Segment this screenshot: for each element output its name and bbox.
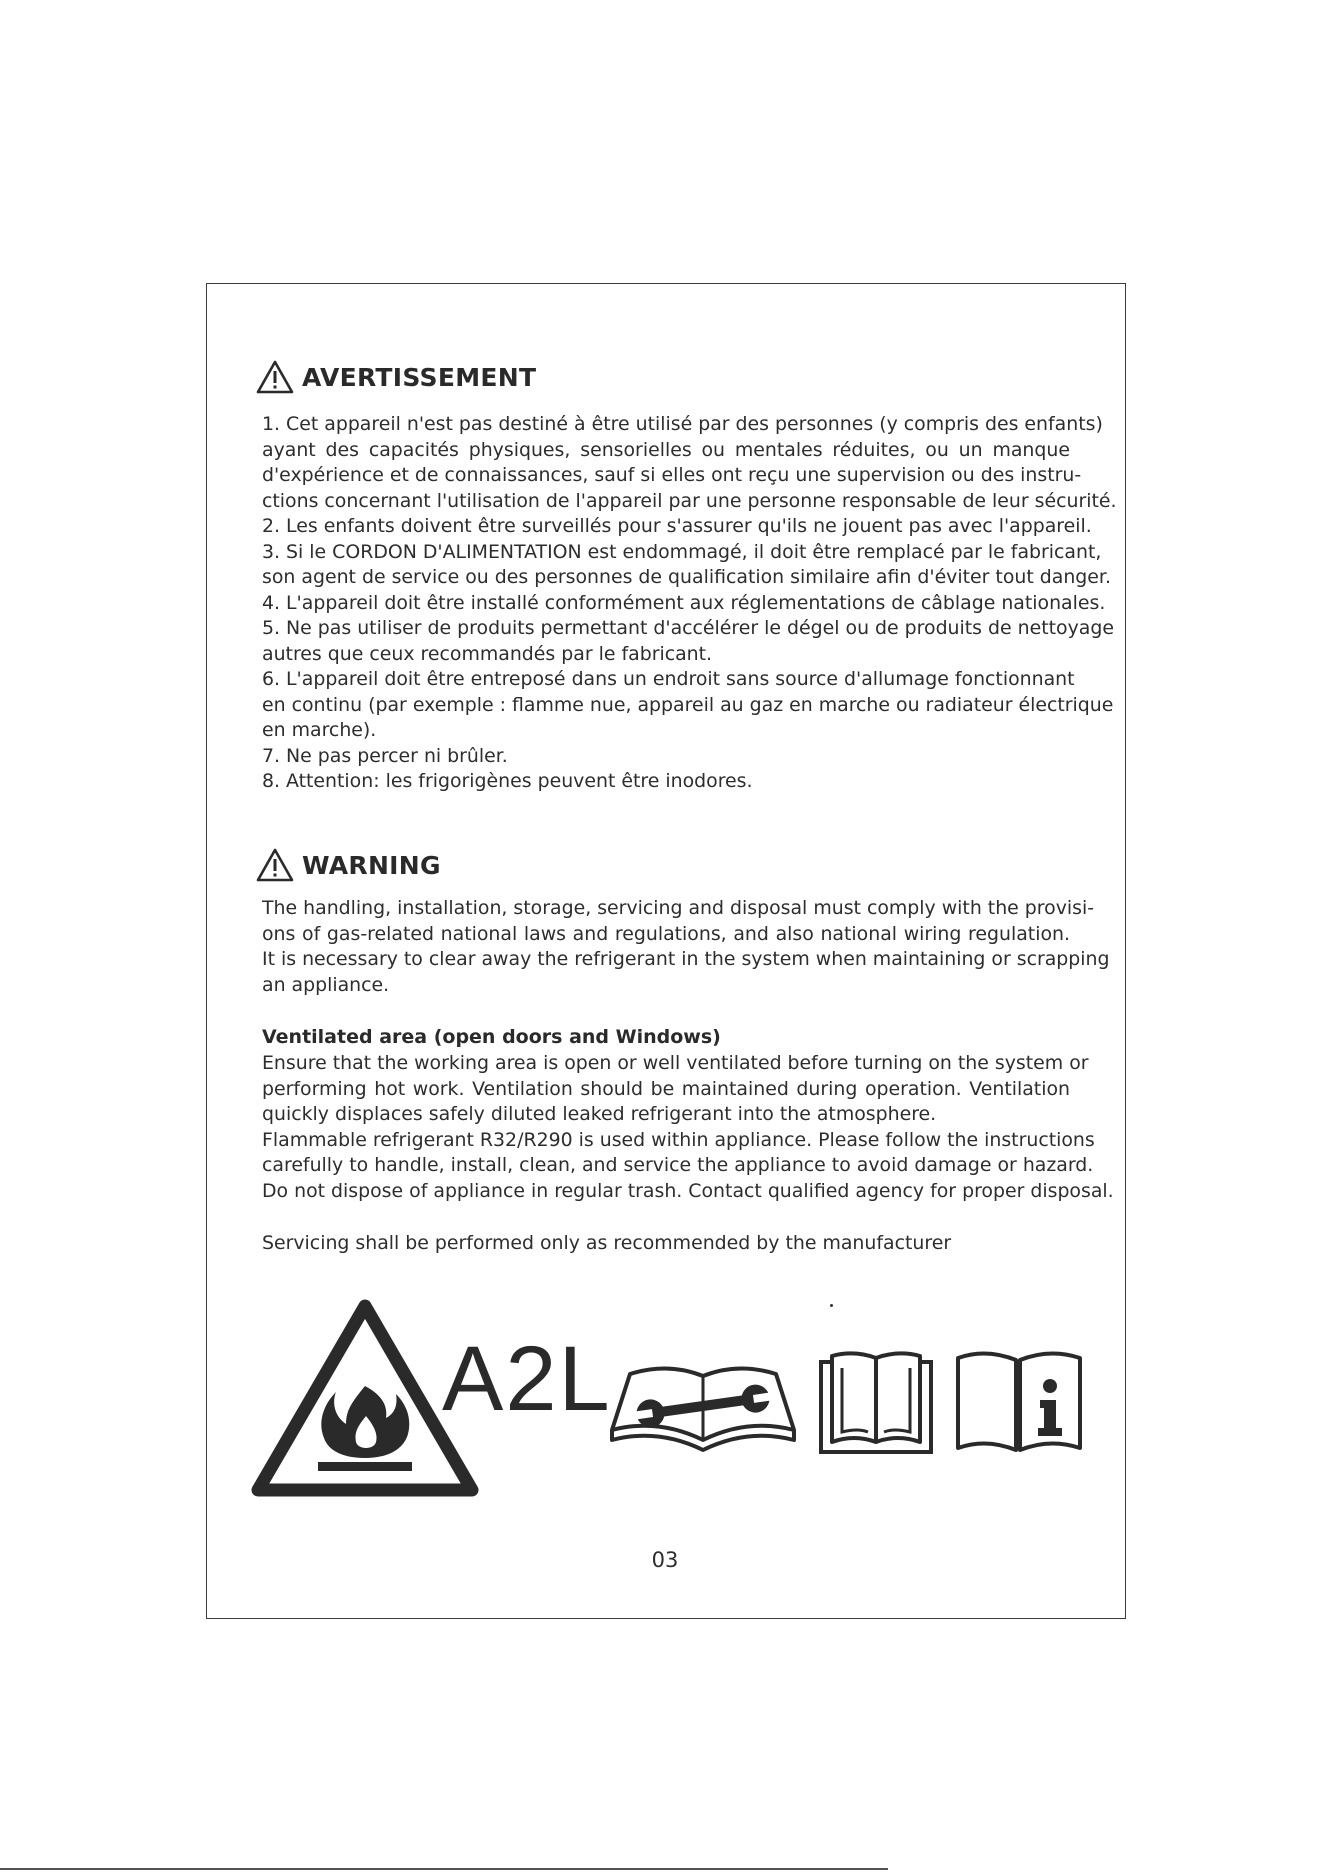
info-manual-icon bbox=[954, 1346, 1084, 1456]
warning-body bbox=[262, 896, 1110, 998]
refrigerant-class-label: A2L bbox=[442, 1328, 612, 1430]
servicing-note: Servicing shall be performed only as recommended by the manufacturer bbox=[262, 1232, 952, 1254]
warning-heading bbox=[256, 848, 441, 882]
text-line: 3. Si le CORDON D'ALIMENTATION est endommagé, il doit être remplacé par le fabricant, bbox=[262, 540, 1102, 563]
avertissement-body bbox=[262, 412, 1117, 795]
text-line: ayant des capacités physiques, sensorielles ou mentales réduites, ou un manque bbox=[262, 438, 1070, 461]
text-line: 2. Les enfants doivent être surveillés pour s'assurer qu'ils ne jouent pas avec l'appareil. bbox=[262, 515, 1092, 537]
warning-triangle-icon bbox=[256, 848, 294, 882]
text-line: Flammable refrigerant R32/R290 is used within appliance. Please follow the instructions bbox=[262, 1128, 1095, 1151]
avertissement-heading bbox=[256, 360, 536, 394]
page-number: 03 bbox=[651, 1548, 679, 1572]
text-line: d'expérience et de connaissances, sauf si elles ont reçu une supervision ou des instru- bbox=[262, 464, 1082, 486]
text-line: son agent de service ou des personnes de qualification similaire afin d'éviter tout danger. bbox=[262, 566, 1111, 588]
warning-triangle-icon bbox=[256, 360, 294, 394]
text-line: Ensure that the working area is open or well ventilated before turning on the system or bbox=[262, 1052, 1089, 1074]
text-line: The handling, installation, storage, servicing and disposal must comply with the provisi- bbox=[262, 897, 1095, 919]
ventilated-body bbox=[262, 1051, 1114, 1204]
text-line: carefully to handle, install, clean, and service the appliance to avoid damage or hazard. bbox=[262, 1154, 1094, 1176]
text-line: 1. Cet appareil n'est pas destiné à être utilisé par des personnes (y compris des enfants) bbox=[262, 413, 1103, 435]
text-line: It is necessary to clear away the refrigerant in the system when maintaining or scrapping bbox=[262, 948, 1110, 970]
service-manual-icon bbox=[608, 1360, 798, 1454]
text-line: 5. Ne pas utiliser de produits permettant d'accélérer le dégel ou de produits de nettoyage bbox=[262, 617, 1114, 639]
text-line: en continu (par exemple : flamme nue, appareil au gaz en marche ou radiateur électrique bbox=[262, 693, 1114, 716]
stray-dot bbox=[830, 1304, 833, 1307]
text-line: an appliance. bbox=[262, 973, 390, 996]
warning-title: WARNING bbox=[302, 850, 441, 880]
text-line: en marche). bbox=[262, 719, 377, 741]
text-line: quickly displaces safely diluted leaked refrigerant into the atmosphere. bbox=[262, 1103, 937, 1125]
text-line: 7. Ne pas percer ni brûler. bbox=[262, 744, 508, 767]
operation-manual-icon bbox=[818, 1346, 934, 1456]
text-line: ctions concernant l'utilisation de l'appareil par une personne responsable de leur sécurité. bbox=[262, 489, 1117, 512]
text-line: 6. L'appareil doit être entreposé dans un endroit sans source d'allumage fonctionnant bbox=[262, 668, 1075, 690]
ventilated-heading: Ventilated area (open doors and Windows) bbox=[262, 1026, 721, 1048]
text-line: 4. L'appareil doit être installé conformément aux réglementations de câblage nationales. bbox=[262, 591, 1106, 614]
text-line: autres que ceux recommandés par le fabricant. bbox=[262, 642, 713, 665]
text-line: ons of gas-related national laws and regulations, and also national wiring regulation. bbox=[262, 922, 1070, 945]
avertissement-title: AVERTISSEMENT bbox=[302, 362, 537, 392]
text-line: performing hot work. Ventilation should be maintained during operation. Ventilation bbox=[262, 1077, 1070, 1100]
text-line: 8. Attention: les frigorigènes peuvent être inodores. bbox=[262, 770, 753, 792]
bottom-edge-line bbox=[0, 1868, 888, 1870]
text-line: Do not dispose of appliance in regular trash. Contact qualified agency for proper disposal. bbox=[262, 1179, 1114, 1202]
